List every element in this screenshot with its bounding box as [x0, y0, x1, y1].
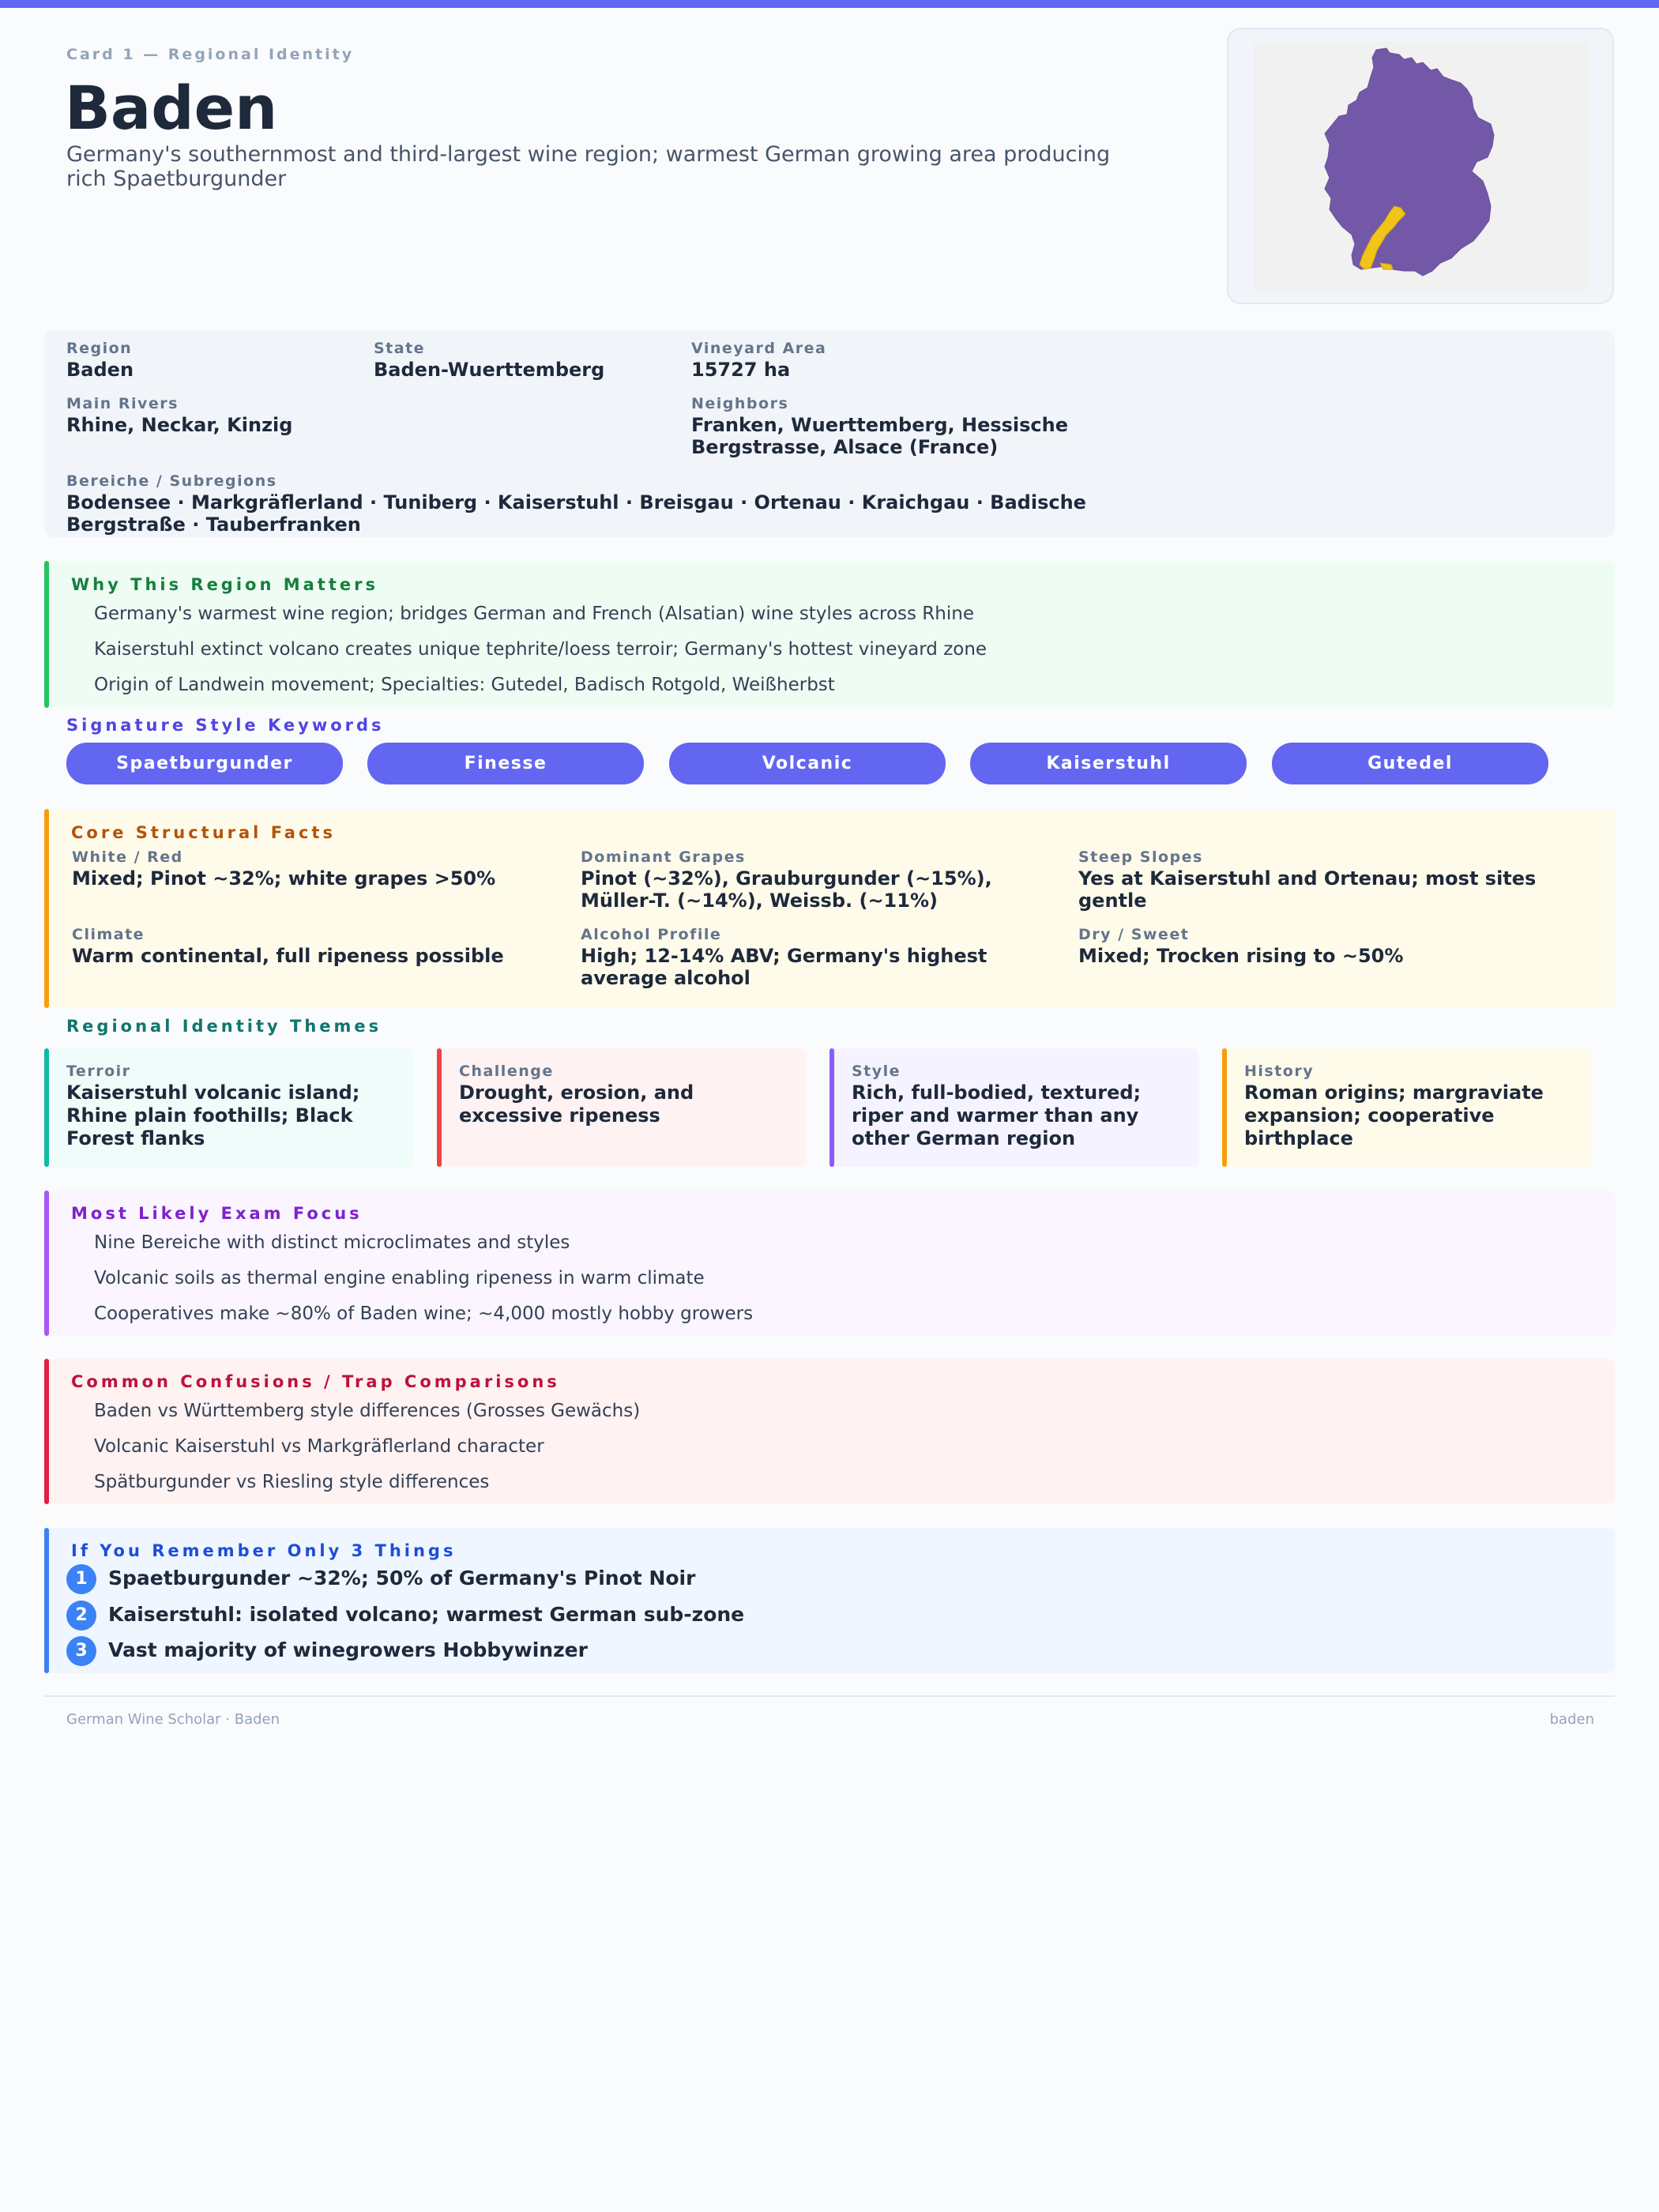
germany-shape	[1325, 48, 1494, 276]
theme-accent-bar	[44, 1048, 49, 1167]
traps-accent-bar	[44, 1359, 49, 1504]
germany-map-card	[1227, 28, 1614, 304]
slopes-label: Steep Slopes	[1078, 848, 1203, 866]
card-kicker: Card 1 — Regional Identity	[66, 46, 355, 63]
theme-accent-bar	[1222, 1048, 1227, 1167]
footer-left: German Wine Scholar · Baden	[66, 1711, 280, 1728]
climate-label: Climate	[72, 926, 145, 943]
theme-accent-bar	[830, 1048, 834, 1167]
theme-label: Challenge	[459, 1063, 554, 1080]
page-subtitle: Germany's southernmost and third-largest wine region; warmest German growing area producing rich Spaetburgunder	[66, 142, 1111, 191]
theme-text: Drought, erosion, and excessive ripeness	[459, 1082, 694, 1127]
keyword-pill: Kaiserstuhl	[970, 743, 1247, 784]
area-label: Vineyard Area	[691, 340, 827, 357]
bereiche-label: Bereiche / Subregions	[66, 472, 277, 490]
trap-item: Baden vs Württemberg style differences (Grosses Gewächs)	[94, 1401, 641, 1421]
theme-card-terroir	[44, 1048, 413, 1167]
keyword-pill: Spaetburgunder	[66, 743, 343, 784]
theme-label: Style	[852, 1063, 901, 1080]
alcohol-value: High; 12-14% ABV; Germany's highest average alcohol	[581, 945, 988, 989]
remember-item: Spaetburgunder ~32%; 50% of Germany's Pinot Noir	[108, 1567, 696, 1589]
why-accent-bar	[44, 561, 49, 708]
germany-map	[1254, 42, 1589, 290]
trap-item: Spätburgunder vs Riesling style differences	[94, 1472, 490, 1492]
trap-item: Volcanic Kaiserstuhl vs Markgräflerland character	[94, 1436, 544, 1457]
remember-title: If You Remember Only 3 Things	[71, 1541, 457, 1560]
top-accent-bar	[0, 0, 1659, 8]
alcohol-label: Alcohol Profile	[581, 926, 722, 943]
theme-card-challenge	[437, 1048, 806, 1167]
grapes-value: Pinot (~32%), Grauburgunder (~15%), Müller-T. (~14%), Weissb. (~11%)	[581, 867, 992, 912]
neighbors-value: Franken, Wuerttemberg, Hessische Bergstrasse, Alsace (France)	[691, 414, 1069, 458]
theme-label: History	[1244, 1063, 1315, 1080]
footer-divider	[44, 1695, 1615, 1697]
theme-text: Kaiserstuhl volcanic island; Rhine plain foothills; Black Forest flanks	[66, 1082, 360, 1149]
number-badge: 2	[66, 1601, 96, 1631]
state-value: Baden-Wuerttemberg	[374, 359, 605, 381]
exam-item: Volcanic soils as thermal engine enabling ripeness in warm climate	[94, 1268, 705, 1288]
region-info-panel	[44, 330, 1615, 537]
traps-title: Common Confusions / Trap Comparisons	[71, 1372, 560, 1391]
theme-label: Terroir	[66, 1063, 131, 1080]
number-badge: 1	[66, 1564, 96, 1594]
state-label: State	[374, 340, 426, 357]
slopes-value: Yes at Kaiserstuhl and Ortenau; most sites gentle	[1078, 867, 1537, 912]
theme-accent-bar	[437, 1048, 442, 1167]
rivers-label: Main Rivers	[66, 395, 179, 412]
remember-item: Kaiserstuhl: isolated volcano; warmest German sub-zone	[108, 1603, 745, 1626]
area-value: 15727 ha	[691, 359, 791, 381]
white-red-value: Mixed; Pinot ~32%; white grapes >50%	[72, 867, 496, 890]
keyword-pill: Finesse	[367, 743, 644, 784]
why-item: Germany's warmest wine region; bridges German and French (Alsatian) wine styles across Rhine	[94, 604, 974, 624]
region-value: Baden	[66, 359, 134, 381]
theme-card-style	[830, 1048, 1198, 1167]
footer-right: baden	[1549, 1711, 1594, 1728]
remember-accent-bar	[44, 1528, 49, 1673]
dry-sweet-value: Mixed; Trocken rising to ~50%	[1078, 945, 1404, 967]
why-item: Kaiserstuhl extinct volcano creates unique tephrite/loess terroir; Germany's hottest vineyard zone	[94, 639, 988, 660]
why-title: Why This Region Matters	[71, 575, 378, 594]
exam-item: Nine Bereiche with distinct microclimates and styles	[94, 1232, 570, 1253]
number-badge: 3	[66, 1636, 96, 1666]
themes-title: Regional Identity Themes	[66, 1017, 382, 1036]
rivers-value: Rhine, Neckar, Kinzig	[66, 414, 293, 436]
facts-accent-bar	[44, 809, 49, 1008]
region-label: Region	[66, 340, 133, 357]
grapes-label: Dominant Grapes	[581, 848, 746, 866]
exam-item: Cooperatives make ~80% of Baden wine; ~4,000 mostly hobby growers	[94, 1304, 754, 1324]
keywords-title: Signature Style Keywords	[66, 716, 385, 735]
theme-text: Roman origins; margraviate expansion; cooperative birthplace	[1244, 1082, 1544, 1149]
why-item: Origin of Landwein movement; Specialties: Gutedel, Badisch Rotgold, Weißherbst	[94, 675, 835, 695]
dry-sweet-label: Dry / Sweet	[1078, 926, 1190, 943]
neighbors-label: Neighbors	[691, 395, 789, 412]
climate-value: Warm continental, full ripeness possible	[72, 945, 504, 967]
keyword-pill: Gutedel	[1272, 743, 1548, 784]
exam-title: Most Likely Exam Focus	[71, 1204, 363, 1223]
white-red-label: White / Red	[72, 848, 183, 866]
remember-item: Vast majority of winegrowers Hobbywinzer	[108, 1638, 588, 1661]
theme-card-history	[1222, 1048, 1591, 1167]
exam-accent-bar	[44, 1191, 49, 1336]
page-title: Baden	[65, 73, 278, 143]
keyword-pill: Volcanic	[669, 743, 946, 784]
bereiche-value: Bodensee · Markgräflerland · Tuniberg · Kaiserstuhl · Breisgau · Ortenau · Kraichgau · Badische Bergstraße · Tauberfranken	[66, 491, 1086, 536]
facts-title: Core Structural Facts	[71, 823, 336, 842]
theme-text: Rich, full-bodied, textured; riper and warmer than any other German region	[852, 1082, 1142, 1149]
